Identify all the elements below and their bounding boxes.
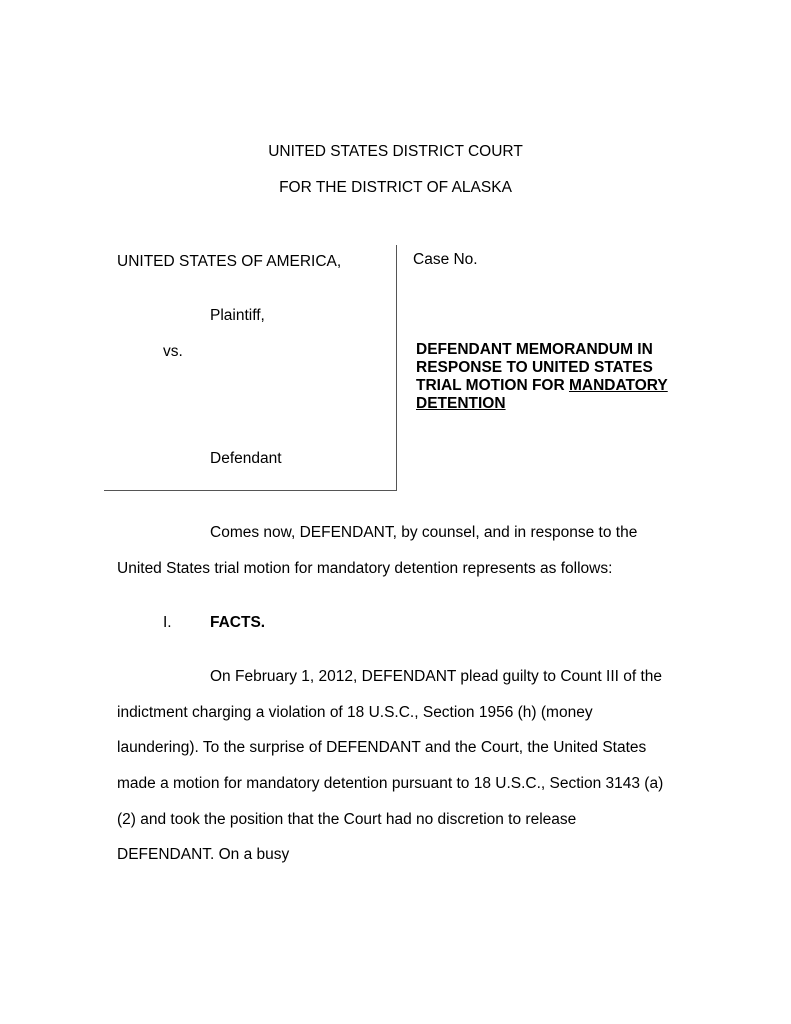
section-number: I. — [163, 614, 172, 631]
district-name: FOR THE DISTRICT OF ALASKA — [279, 179, 512, 196]
intro-line-2: United States trial motion for mandatory detention represents as follows: — [117, 560, 613, 577]
title-line-3 — [416, 377, 686, 395]
case-number-label: Case No. — [413, 251, 478, 268]
title-underlined-mandatory: MANDATORY — [568, 377, 668, 394]
title-line-4 — [416, 395, 686, 413]
intro-line-1: Comes now, DEFENDANT, by counsel, and in response to the — [210, 524, 638, 541]
facts-line-2: indictment charging a violation of 18 U.S.C., Section 1956 (h) (money — [117, 704, 593, 721]
facts-line-6: DEFENDANT. On a busy — [117, 846, 290, 863]
document-title — [416, 341, 686, 413]
facts-line-4: made a motion for mandatory detention pursuant to 18 U.S.C., Section 3143 (a) — [117, 775, 664, 792]
defendant-label: Defendant — [210, 450, 282, 467]
title-line-2: RESPONSE TO UNITED STATES — [416, 359, 653, 376]
versus-label: vs. — [163, 343, 183, 360]
title-line-1: DEFENDANT MEMORANDUM IN — [416, 341, 653, 358]
facts-line-1: On February 1, 2012, DEFENDANT plead guilty to Count III of the — [210, 668, 663, 685]
plaintiff-party-name: UNITED STATES OF AMERICA, — [117, 253, 342, 270]
facts-line-3: laundering). To the surprise of DEFENDANT and the Court, the United States — [117, 739, 647, 756]
caption-horizontal-rule — [104, 490, 397, 491]
title-line-3-prefix: TRIAL MOTION FOR — [416, 377, 569, 394]
court-name: UNITED STATES DISTRICT COURT — [268, 143, 523, 160]
caption-vertical-rule — [396, 245, 397, 490]
plaintiff-label: Plaintiff, — [210, 307, 265, 324]
section-heading: FACTS. — [210, 614, 266, 631]
title-underlined-detention: DETENTION — [416, 395, 506, 412]
facts-line-5: (2) and took the position that the Court had no discretion to release — [117, 811, 577, 828]
